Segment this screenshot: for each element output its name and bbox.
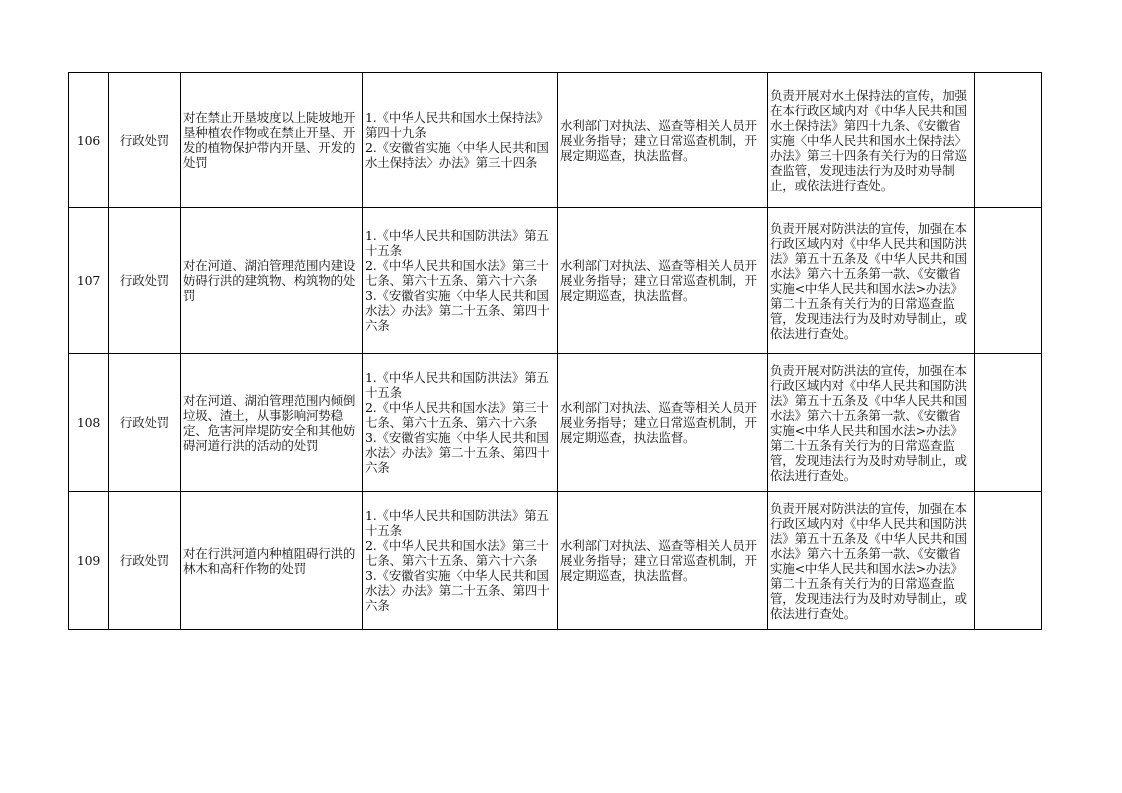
row-remark bbox=[975, 73, 1042, 208]
row-duty: 水利部门对执法、巡查等相关人员开展业务指导；建立日常巡查机制，开展定期巡查，执法监督。 bbox=[558, 492, 768, 630]
row-number: 108 bbox=[69, 354, 109, 492]
row-number: 106 bbox=[69, 73, 109, 208]
basis-line: 1.《中华人民共和国防洪法》第五十五条 bbox=[365, 370, 549, 400]
basis-line: 1.《中华人民共和国防洪法》第五十五条 bbox=[365, 228, 549, 258]
table-row bbox=[69, 354, 1042, 492]
row-item: 对在行洪河道内种植阻碍行洪的林木和高秆作物的处罚 bbox=[181, 492, 363, 630]
basis-line: 2.《中华人民共和国水法》第三十七条、第六十五条、第六十六条 bbox=[365, 538, 549, 568]
row-number: 107 bbox=[69, 208, 109, 354]
basis-line: 2.《安徽省实施〈中华人民共和国水土保持法〉办法》第三十四条 bbox=[365, 140, 549, 170]
row-remark bbox=[975, 354, 1042, 492]
row-number: 109 bbox=[69, 492, 109, 630]
row-item: 对在禁止开垦坡度以上陡坡地开垦种植农作物或在禁止开垦、开发的植物保护带内开垦、开发的处罚 bbox=[181, 73, 363, 208]
row-basis bbox=[363, 492, 558, 630]
row-remark bbox=[975, 208, 1042, 354]
basis-line: 3.《安徽省实施〈中华人民共和国水法〉办法》第二十五条、第四十六条 bbox=[365, 568, 550, 613]
row-responsibility: 负责开展对防洪法的宣传，加强在本行政区域内对《中华人民共和国防洪法》第五十五条及《中华人民共和国水法》第六十五条第一款、《安徽省实施<中华人民共和国水法>办法》第二十五条有关行为的日常巡查监管，发现违法行为及时劝导制止，或依法进行查处。 bbox=[768, 492, 975, 630]
basis-line: 2.《中华人民共和国水法》第三十七条、第六十五条、第六十六条 bbox=[365, 258, 549, 288]
row-remark bbox=[975, 492, 1042, 630]
row-type: 行政处罚 bbox=[109, 492, 181, 630]
row-duty: 水利部门对执法、巡查等相关人员开展业务指导；建立日常巡查机制，开展定期巡查，执法监督。 bbox=[558, 354, 768, 492]
row-item: 对在河道、湖泊管理范围内倾倒垃圾、渣土，从事影响河势稳定、危害河岸堤防安全和其他妨碍河道行洪的活动的处罚 bbox=[181, 354, 363, 492]
row-responsibility: 负责开展对防洪法的宣传，加强在本行政区域内对《中华人民共和国防洪法》第五十五条及《中华人民共和国水法》第六十五条第一款、《安徽省实施<中华人民共和国水法>办法》第二十五条有关行为的日常巡查监管，发现违法行为及时劝导制止，或依法进行查处。 bbox=[768, 354, 975, 492]
row-item: 对在河道、湖泊管理范围内建设妨碍行洪的建筑物、构筑物的处罚 bbox=[181, 208, 363, 354]
row-duty: 水利部门对执法、巡查等相关人员开展业务指导；建立日常巡查机制，开展定期巡查，执法监督。 bbox=[558, 73, 768, 208]
basis-line: 2.《中华人民共和国水法》第三十七条、第六十五条、第六十六条 bbox=[365, 400, 549, 430]
basis-line: 1.《中华人民共和国防洪法》第五十五条 bbox=[365, 508, 549, 538]
table-row bbox=[69, 208, 1042, 354]
basis-line: 1.《中华人民共和国水土保持法》第四十九条 bbox=[365, 110, 549, 140]
row-type: 行政处罚 bbox=[109, 208, 181, 354]
table-row bbox=[69, 492, 1042, 630]
basis-line: 3.《安徽省实施〈中华人民共和国水法〉办法》第二十五条、第四十六条 bbox=[365, 430, 550, 475]
row-type: 行政处罚 bbox=[109, 73, 181, 208]
row-type: 行政处罚 bbox=[109, 354, 181, 492]
row-basis bbox=[363, 208, 558, 354]
responsibility-table bbox=[68, 72, 1042, 630]
row-responsibility: 负责开展对水土保持法的宣传，加强在本行政区域内对《中华人民共和国水土保持法》第四十九条、《安徽省实施〈中华人民共和国水土保持法〉办法》第三十四条有关行为的日常巡查监管，发现违法行为及时劝导制止，或依法进行查处。 bbox=[768, 73, 975, 208]
row-duty: 水利部门对执法、巡查等相关人员开展业务指导；建立日常巡查机制，开展定期巡查，执法监督。 bbox=[558, 208, 768, 354]
row-basis bbox=[363, 354, 558, 492]
basis-line: 3.《安徽省实施〈中华人民共和国水法〉办法》第二十五条、第四十六条 bbox=[365, 288, 550, 333]
table-row bbox=[69, 73, 1042, 208]
row-responsibility: 负责开展对防洪法的宣传，加强在本行政区域内对《中华人民共和国防洪法》第五十五条及《中华人民共和国水法》第六十五条第一款、《安徽省实施<中华人民共和国水法>办法》第二十五条有关行为的日常巡查监管，发现违法行为及时劝导制止，或依法进行查处。 bbox=[768, 208, 975, 354]
row-basis bbox=[363, 73, 558, 208]
